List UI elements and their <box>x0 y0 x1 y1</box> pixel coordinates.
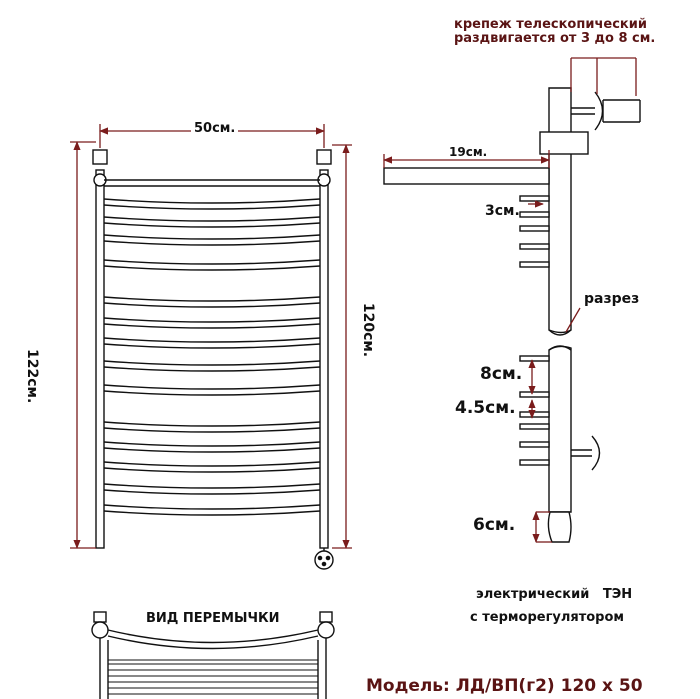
mount-note-line1: крепеж телескопический <box>454 17 647 32</box>
right-top-connector <box>317 150 331 164</box>
upper-bracket <box>595 92 603 130</box>
upper-rung-stubs <box>520 196 549 267</box>
heater-label: 6см. <box>473 515 516 535</box>
front-rungs <box>104 199 320 515</box>
side-post-upper <box>549 88 571 333</box>
jumper-left-joint <box>92 622 108 638</box>
jumper-right-joint <box>318 622 334 638</box>
right-post <box>320 170 328 548</box>
depth-label: 19см. <box>449 145 488 159</box>
outer-height-label: 122см. <box>24 346 40 406</box>
mount-note-line2: раздвигается от 3 до 8 см. <box>454 31 656 46</box>
front-view <box>93 150 333 569</box>
heater-element <box>548 512 571 542</box>
spacing-label: 8см. <box>480 364 523 384</box>
heater-caption-line2: с терморегулятором <box>470 610 625 625</box>
side-arm <box>384 168 549 184</box>
side-post-lower <box>549 346 571 512</box>
lower-rung-stubs <box>520 356 549 465</box>
model-line <box>366 676 643 696</box>
model-size: 120 x 50 <box>560 676 643 696</box>
model-label: Модель: <box>366 676 450 696</box>
width-label: 50см. <box>191 121 238 136</box>
jumper-view-title: ВИД ПЕРЕМЫЧКИ <box>146 611 280 626</box>
inner-height-label: 120см. <box>360 300 376 360</box>
left-top-connector <box>93 150 107 164</box>
left-post <box>96 170 104 548</box>
side-view <box>384 88 640 542</box>
jumper-rungs <box>108 660 318 694</box>
cut-label: разрез <box>584 291 640 307</box>
mount-block <box>540 132 588 154</box>
model-code: ЛД/ВП(г2) <box>455 676 555 696</box>
lower-bracket <box>592 436 600 470</box>
jumper-arc <box>108 630 318 649</box>
heater-caption-line1: электрический ТЭН <box>476 587 633 602</box>
gap-label: 4.5см. <box>455 398 516 418</box>
rung-label: 3см. <box>485 203 520 219</box>
